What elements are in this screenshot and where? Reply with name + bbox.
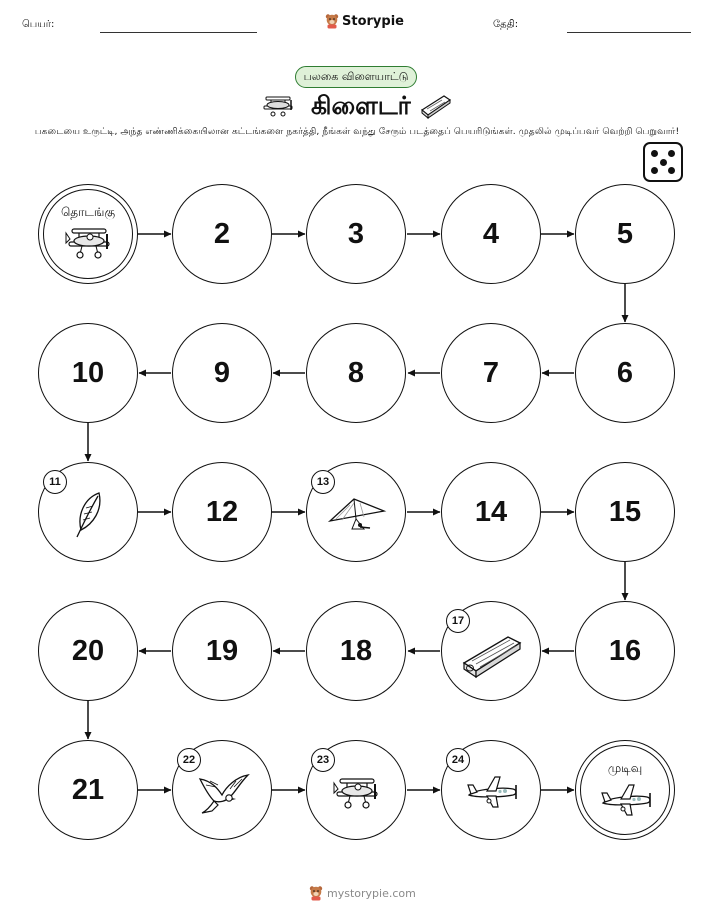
footer (309, 885, 416, 901)
cell-number: 4 (482, 217, 500, 250)
footer-site[interactable]: mystorypie.com (327, 886, 416, 900)
instructions: பகடையை உருட்டி, அந்த எண்ணிக்கையிலான கட்டங்களை நகர்த்தி, நீங்கள் வந்து சேரும் படத்தைப் பெயரிடுங்கள். முதலில் முடிப்பவர் வெற்றி பெறுவார்! (34, 126, 680, 137)
biplane-icon (332, 775, 382, 815)
board-cell-16[interactable] (575, 601, 675, 701)
cell-number-badge: 23 (311, 748, 335, 772)
board-cell-12[interactable] (172, 462, 272, 562)
cell-number: 10 (71, 356, 105, 389)
category-badge: பலகை விளையாட்டு (295, 66, 417, 88)
board-cell-19[interactable] (172, 601, 272, 701)
cell-number: 3 (347, 217, 365, 250)
cell-number-badge: 17 (446, 609, 470, 633)
board-cell-8[interactable] (306, 323, 406, 423)
eagle-icon (196, 771, 250, 819)
page-title: கிளைடர் (311, 91, 411, 120)
board-cell-23[interactable] (306, 740, 406, 840)
wood-plank-icon (460, 629, 524, 683)
board-cell-14[interactable] (441, 462, 541, 562)
cell-number: 20 (71, 634, 105, 667)
finish-label: முடிவு (607, 761, 643, 775)
name-label: பெயர்: (22, 19, 55, 30)
board-cell-5[interactable] (575, 184, 675, 284)
finish-cell[interactable] (575, 740, 675, 840)
board-cell-7[interactable] (441, 323, 541, 423)
start-cell[interactable] (38, 184, 138, 284)
board-cell-24[interactable] (441, 740, 541, 840)
board-cell-3[interactable] (306, 184, 406, 284)
board-cell-11[interactable] (38, 462, 138, 562)
brand-name: Storypie (342, 13, 404, 29)
cell-number: 21 (71, 773, 105, 806)
board-cell-17[interactable] (441, 601, 541, 701)
cell-number: 12 (205, 495, 239, 528)
cell-number: 5 (616, 217, 634, 250)
start-label: தொடங்கு (60, 205, 116, 219)
board-cell-18[interactable] (306, 601, 406, 701)
cell-number: 6 (616, 356, 634, 389)
bear-mascot-icon (309, 885, 323, 901)
board-cell-9[interactable] (172, 323, 272, 423)
feather-icon (71, 490, 107, 544)
date-label: தேதி: (493, 19, 519, 30)
board-cell-13[interactable] (306, 462, 406, 562)
board-cell-10[interactable] (38, 323, 138, 423)
cell-number: 16 (608, 634, 642, 667)
board-cell-4[interactable] (441, 184, 541, 284)
board-cell-2[interactable] (172, 184, 272, 284)
board-cell-6[interactable] (575, 323, 675, 423)
board-cell-15[interactable] (575, 462, 675, 562)
board-cell-22[interactable] (172, 740, 272, 840)
cell-number-badge: 13 (311, 470, 335, 494)
cell-number: 7 (482, 356, 500, 389)
cell-number: 14 (474, 495, 508, 528)
cell-number: 8 (347, 356, 365, 389)
hang-glider-icon (326, 495, 388, 539)
cell-number: 2 (213, 217, 231, 250)
cell-number: 19 (205, 634, 239, 667)
board-cell-20[interactable] (38, 601, 138, 701)
cell-number-badge: 22 (177, 748, 201, 772)
cell-number: 9 (213, 356, 231, 389)
cell-number-badge: 24 (446, 748, 470, 772)
board-cell-21[interactable] (38, 740, 138, 840)
cell-number: 18 (339, 634, 373, 667)
biplane-icon (64, 225, 114, 265)
airplane-icon (599, 781, 653, 825)
cell-number-badge: 11 (43, 470, 67, 494)
cell-number: 15 (608, 495, 642, 528)
airplane-icon (465, 773, 519, 817)
